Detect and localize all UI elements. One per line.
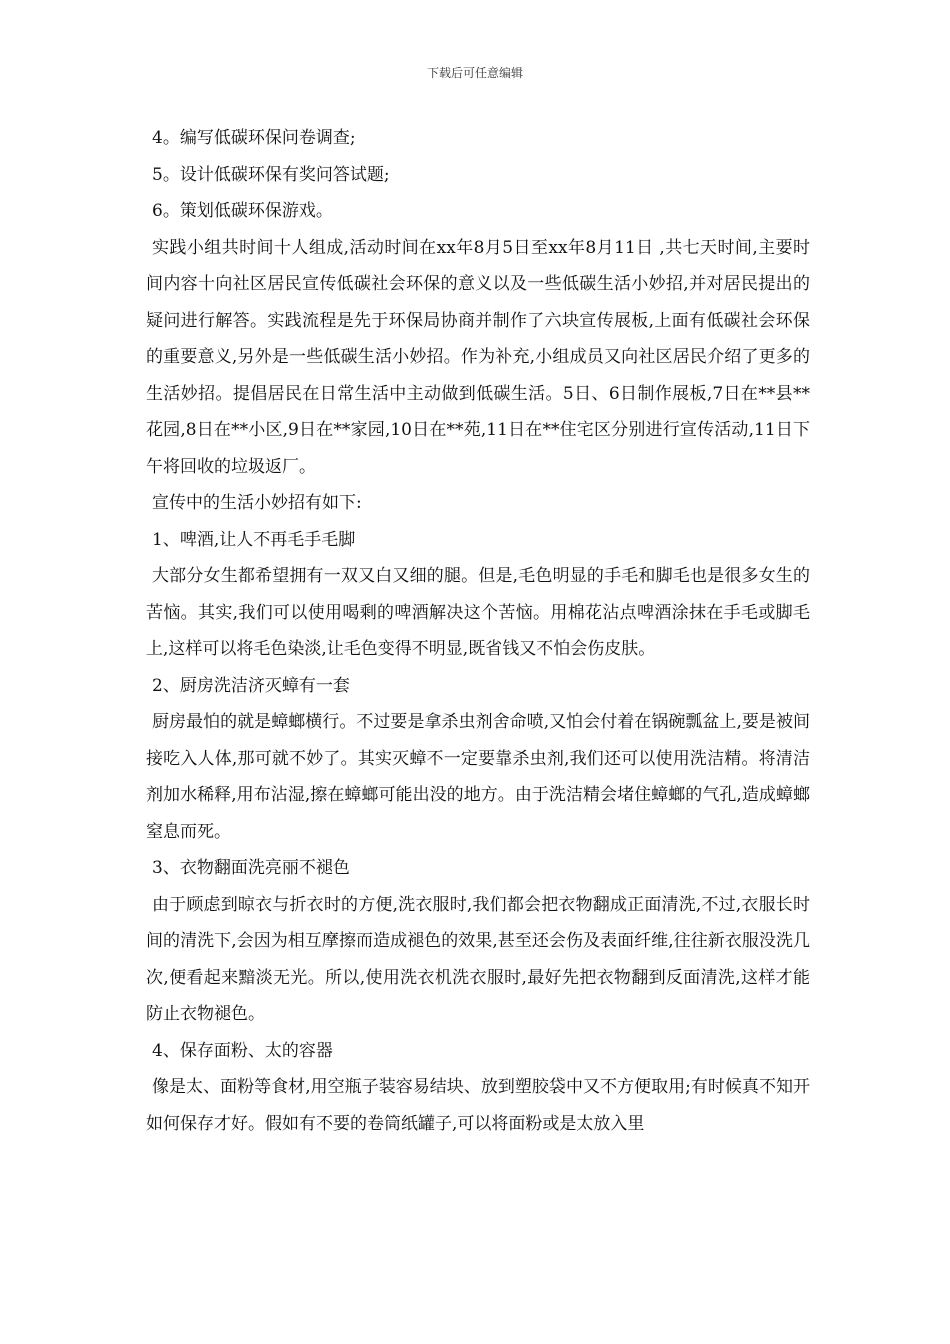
tip-2-heading: 2、厨房洗洁济灭蟑有一套	[152, 675, 350, 696]
list-item-4: 4。编写低碳环保问卷调查;	[152, 128, 356, 148]
list-item-6: 6。策划低碳环保游戏。	[152, 201, 333, 221]
tip-3-paragraph: 由于顾虑到晾衣与折衣时的方便,洗衣服时,我们都会把衣物翻成正面清洗,不过,衣服长时间的清洗下,会因为相互摩擦而造成褪色的效果,甚至还会伤及表面纤维,往往新衣服没洗几次,便看起来黯淡无光。所以,使用洗衣机洗衣服时,最好先把衣物翻到反面清洗,这样才能防止衣物褪色。	[146, 894, 810, 1024]
tip-1-paragraph: 大部分女生都希望拥有一双又白又细的腿。但是,毛色明显的手毛和脚毛也是很多女生的苦恼。其实,我们可以使用喝剩的啤酒解决这个苦恼。用棉花沾点啤酒涂抹在手毛或脚毛上,这样可以将毛色染淡,让毛色变得不明显,既省钱又不怕会伤皮肤。	[146, 566, 810, 659]
list-item-5: 5。设计低碳环保有奖问答试题;	[152, 164, 390, 185]
page-header: 下载后可任意编辑	[426, 66, 523, 80]
practice-summary-paragraph: 实践小组共时间十人组成,活动时间在xx年8月5日至xx年8月11日 ,共七天时间,主要时间内容十向社区居民宣传低碳社会环保的意义以及一些低碳生活小妙招,并对居民提出的疑问进行解答。实践流程是先于环保局协商并制作了六块宣传展板,上面有低碳社会环保的重要意义,另外是一些低碳生活小妙招。作为补充,小组成员又向社区居民介绍了更多的生活妙招。提倡居民在日常生活中主动做到低碳生活。5日、6日制作展板,7日在**县**花园,8日在**小区,9日在**家园,10日在**苑,11日在**住宅区分别进行宣传活动,11日下午将回收的垃圾返厂。	[146, 237, 810, 477]
tips-intro: 宣传中的生活小妙招有如下:	[152, 493, 362, 513]
tip-4-heading: 4、保存面粉、太的容器	[152, 1040, 333, 1061]
tip-4-paragraph: 像是太、面粉等食材,用空瓶子装容易结块、放到塑胶袋中又不方便取用;有时候真不知开如何保存才好。假如有不要的卷筒纸罐子,可以将面粉或是太放入里	[146, 1077, 810, 1134]
tip-1-heading: 1、啤酒,让人不再毛手毛脚	[152, 529, 356, 550]
tip-3-heading: 3、衣物翻面洗亮丽不褪色	[152, 858, 350, 878]
document-body	[146, 120, 810, 1142]
tip-2-paragraph: 厨房最怕的就是蟑螂横行。不过要是拿杀虫剂舍命喷,又怕会付着在锅碗瓢盆上,要是被间接吃入人体,那可就不妙了。其实灭蟑不一定要靠杀虫剂,我们还可以使用洗洁精。将清洁剂加水稀释,用布沾湿,擦在蟑螂可能出没的地方。由于洗洁精会堵住蟑螂的气孔,造成蟑螂窒息而死。	[146, 712, 810, 842]
